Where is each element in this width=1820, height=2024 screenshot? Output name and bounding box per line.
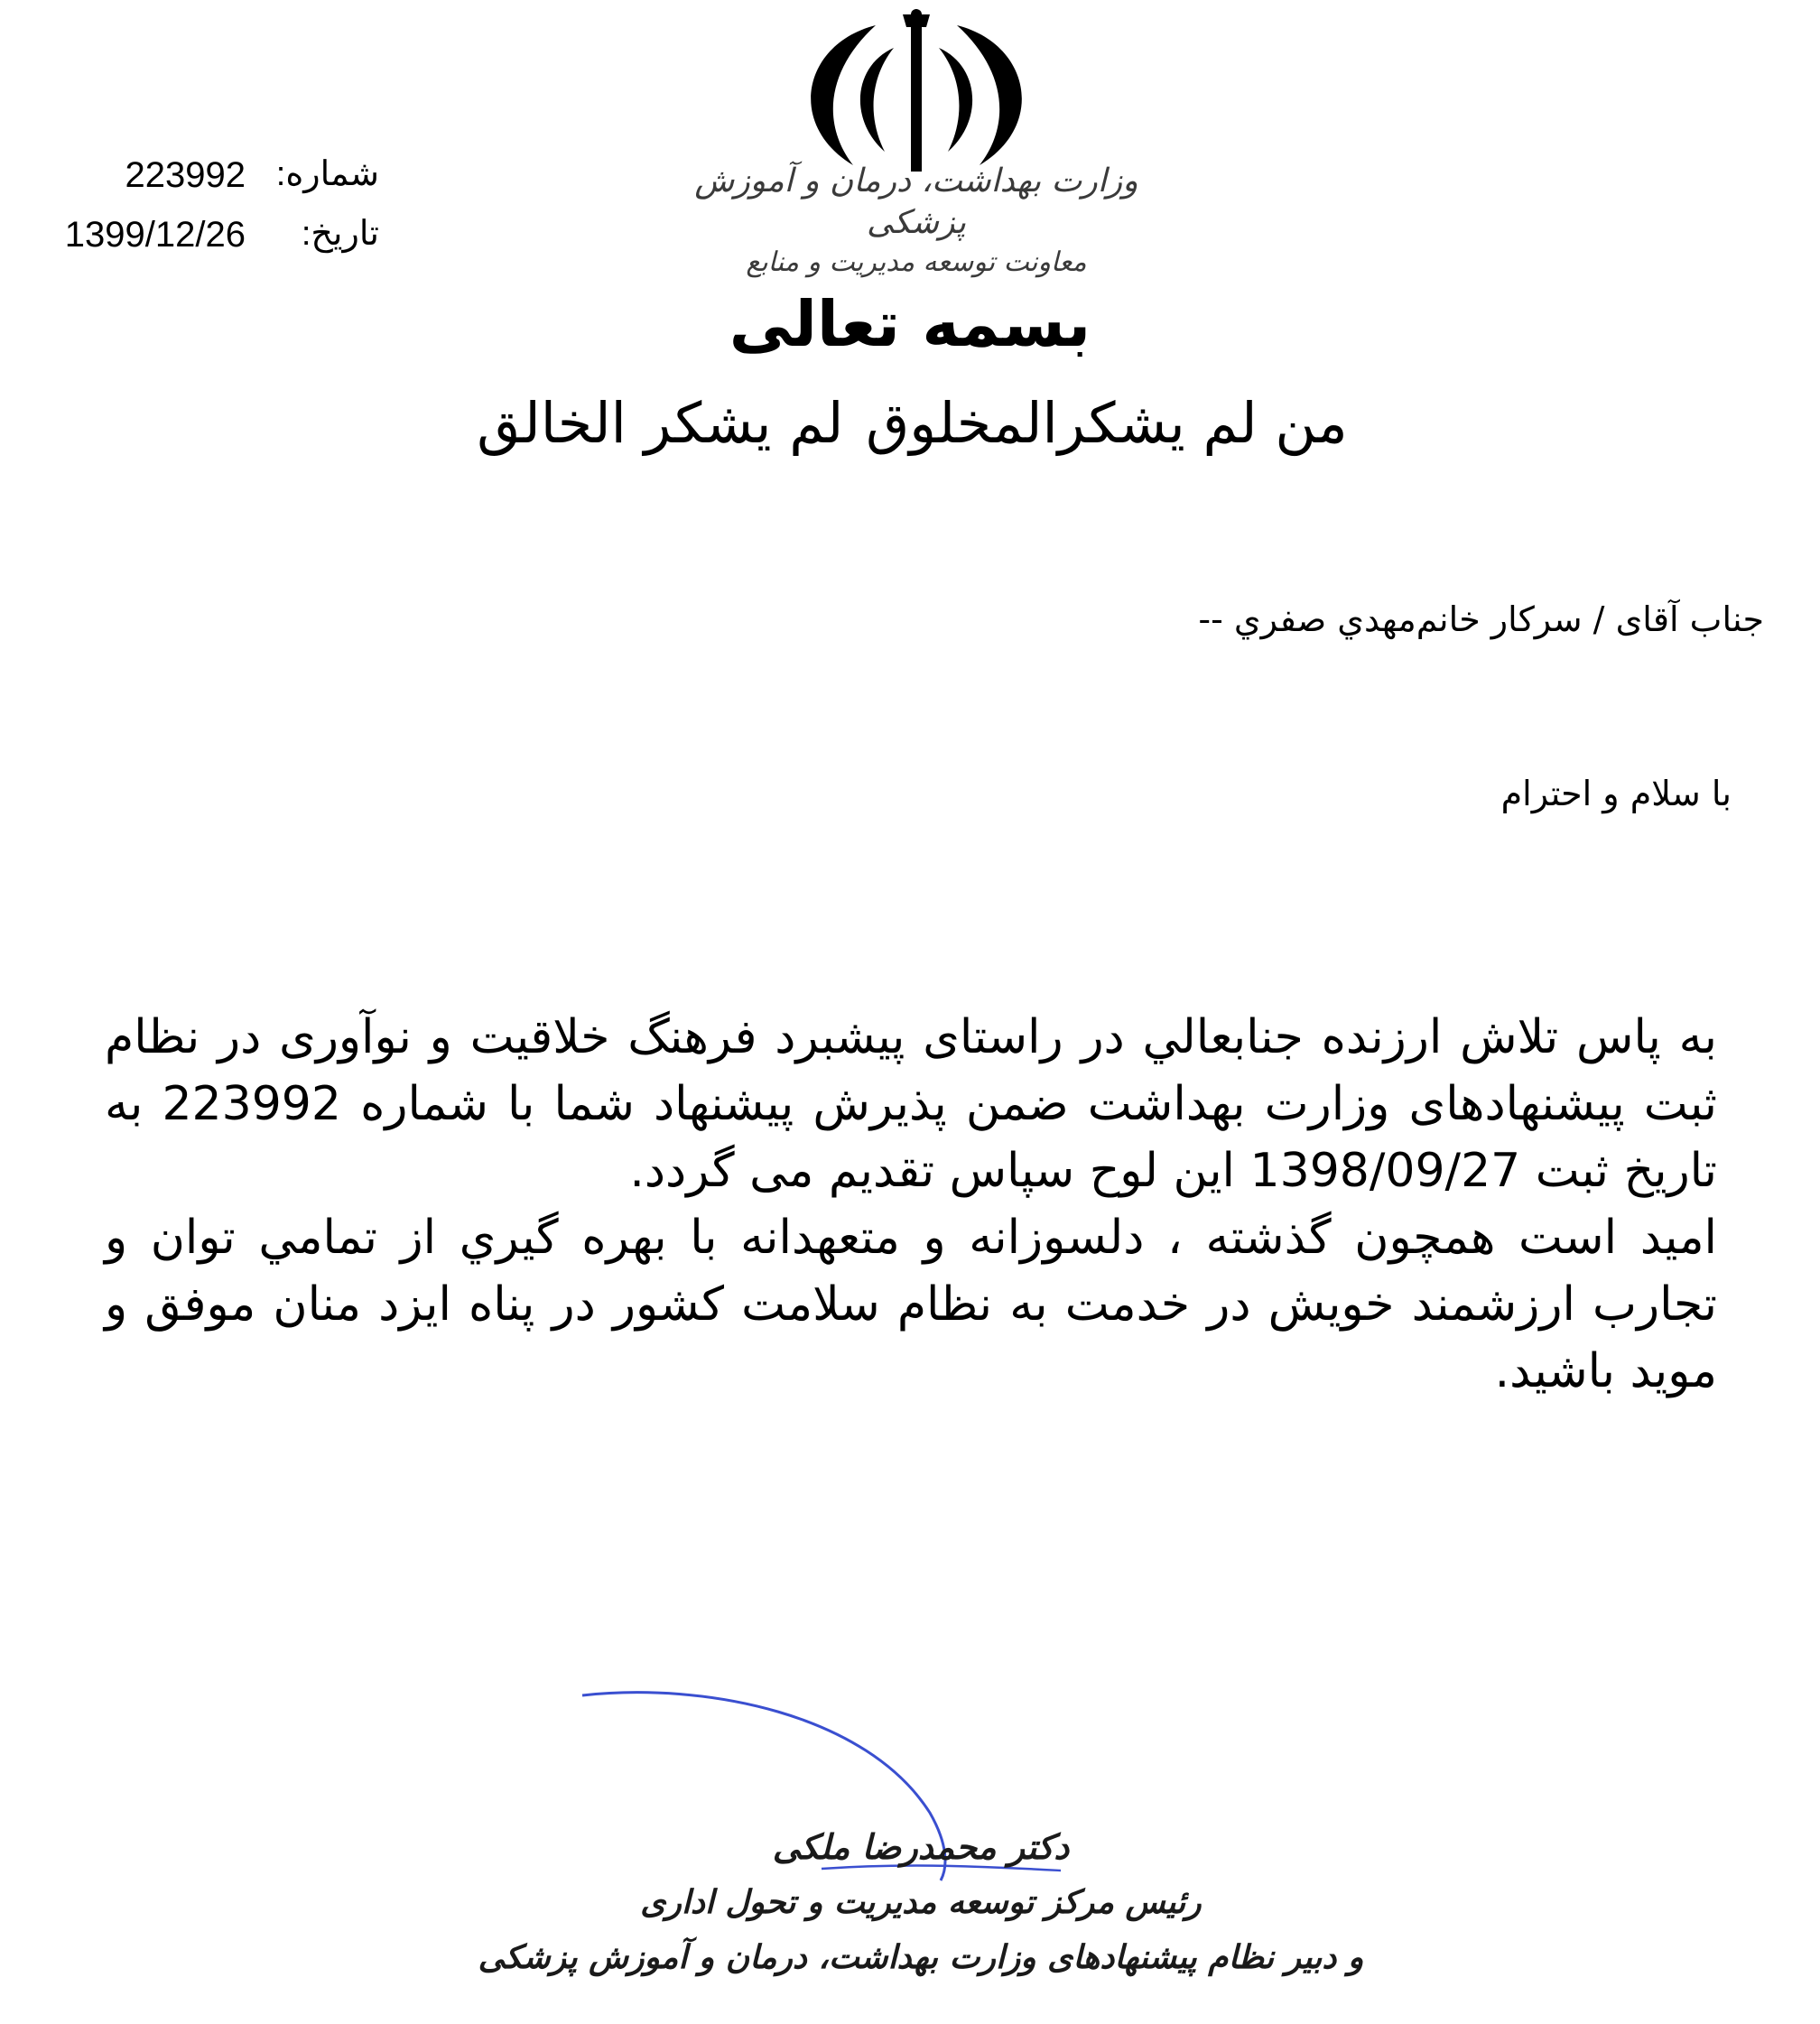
letter-meta	[36, 153, 379, 273]
number-label: شماره:	[275, 155, 379, 193]
signer-title-line-1: رئیس مرکز توسعه مدیریت و تحول اداری	[640, 1883, 1202, 1921]
greeting: با سلام و احترام	[1500, 774, 1732, 813]
signer-block	[379, 1820, 1462, 1984]
deputy-name: معاونت توسعه مدیریت و منابع	[746, 246, 1087, 278]
date-label: تاریخ:	[301, 215, 379, 253]
proverb-part-2: لم یشکر الخالق	[477, 390, 844, 456]
heading-proverb	[0, 390, 1820, 456]
iran-emblem-logo	[767, 7, 1065, 179]
ministry-name: وزارت بهداشت، درمان و آموزش پزشکی	[694, 162, 1138, 241]
signer-name: دکتر محمدرضا ملکی	[772, 1826, 1070, 1867]
heading-title-text: بسمه تعالی	[729, 287, 1091, 361]
signer-title-line-2: و دبیر نظام پیشنهادهای وزارت بهداشت، درمان و آموزش پزشکی	[478, 1938, 1364, 1976]
addressee: جناب آقای / سرکار خانم‌مهدي صفري --	[1198, 599, 1764, 639]
ministry-header	[686, 161, 1147, 282]
body-paragraph-1: به پاس تلاش ارزنده جنابعالي در راستای پیشبرد فرهنگ خلاقیت و نوآوری در نظام ثبت پیشنهادهای وزارت بهداشت ضمن پذیرش پیشنهاد شما با شماره 223992 به تاریخ ثبت 1398/09/27 این لوح سپاس تقدیم می گردد.	[105, 1010, 1718, 1198]
body-paragraph-2: امید است همچون گذشته ، دلسوزانه و متعهدانه با بهره گیري از تمامي توان و تجارب ارزشمند خویش در خدمت به نظام سلامت کشور در پناه ایزد منان موفق و موید باشید.	[105, 1211, 1717, 1398]
date-row	[36, 213, 379, 273]
letter-body	[105, 1004, 1717, 1405]
heading-title	[0, 287, 1820, 361]
proverb-part-1: من لم یشکرالمخلوق	[866, 390, 1348, 456]
date-value: 1399/12/26	[64, 215, 246, 255]
number-value: 223992	[125, 155, 246, 195]
number-row	[36, 153, 379, 213]
